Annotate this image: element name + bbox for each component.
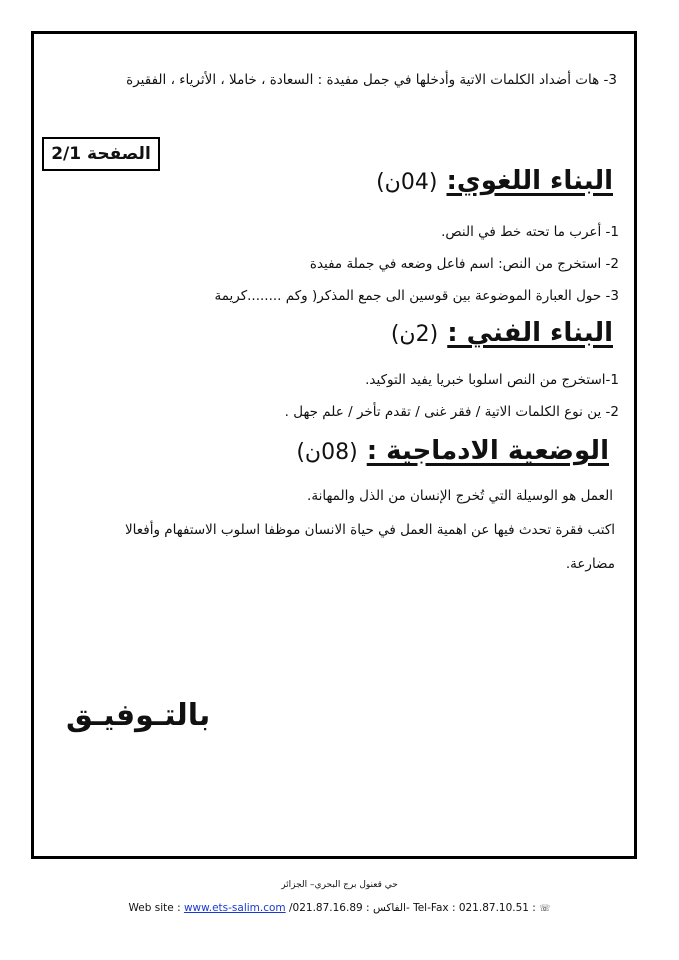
fax-label: : الفاكس- xyxy=(366,902,410,914)
heading-artistic xyxy=(391,318,613,348)
artistic-item-1: 1-استخرج من النص اسلوبا خبريا يفيد التوكيد. xyxy=(365,372,619,388)
heading-integration-title: الوضعية الادماجية : xyxy=(366,436,609,466)
footer-address: حي قعنول برج البحري– الجزائر xyxy=(281,880,398,890)
page-number-box: الصفحة 2/1 xyxy=(42,137,160,171)
linguistic-item-1: 1- أعرب ما تحته خط في النص. xyxy=(441,224,619,240)
question-antonyms: 3- هات أضداد الكلمات الاتية وأدخلها في جمل مفيدة : السعادة ، خاملا ، الأثرياء ، الفقيرة xyxy=(126,72,617,88)
website-link[interactable]: www.ets-salim.com xyxy=(183,902,286,914)
linguistic-item-3: 3- حول العبارة الموضوعة بين قوسين الى جمع المذكر( وكم ........كريمة xyxy=(214,288,619,304)
tel-fax: Tel-Fax : 021.87.10.51 : xyxy=(413,902,536,914)
heading-linguistic-score: (04ن) xyxy=(376,170,438,195)
footer-contact xyxy=(0,902,679,914)
integration-quote: العمل هو الوسيلة التي تُخرج الإنسان من الذل والمهانة. xyxy=(307,488,613,504)
heading-linguistic-title: البناء اللغوي: xyxy=(446,166,613,196)
phone-icon: ☏ xyxy=(539,904,551,914)
closing-good-luck: بالتـوفيـق xyxy=(66,698,211,733)
heading-linguistic xyxy=(376,166,613,196)
heading-artistic-title: البناء الفني : xyxy=(447,318,613,348)
heading-integration-score: (08ن) xyxy=(296,440,358,465)
heading-integration xyxy=(296,436,609,466)
artistic-item-2: 2- ين نوع الكلمات الاتية / فقر غنى / تقدم تأخر / علم جهل . xyxy=(284,404,619,420)
heading-artistic-score: (2ن) xyxy=(390,322,439,347)
website-label: Web site : xyxy=(128,902,181,914)
integration-task-line-2: مضارعة. xyxy=(565,556,615,572)
integration-task-line-1: اكتب فقرة تحدث فيها عن اهمية العمل في حياة الانسان موظفا اسلوب الاستفهام وأفعالا xyxy=(124,522,615,538)
fax-number: /021.87.16.89 xyxy=(289,902,363,914)
linguistic-item-2: 2- استخرج من النص: اسم فاعل وضعه في جملة مفيدة xyxy=(309,256,619,272)
